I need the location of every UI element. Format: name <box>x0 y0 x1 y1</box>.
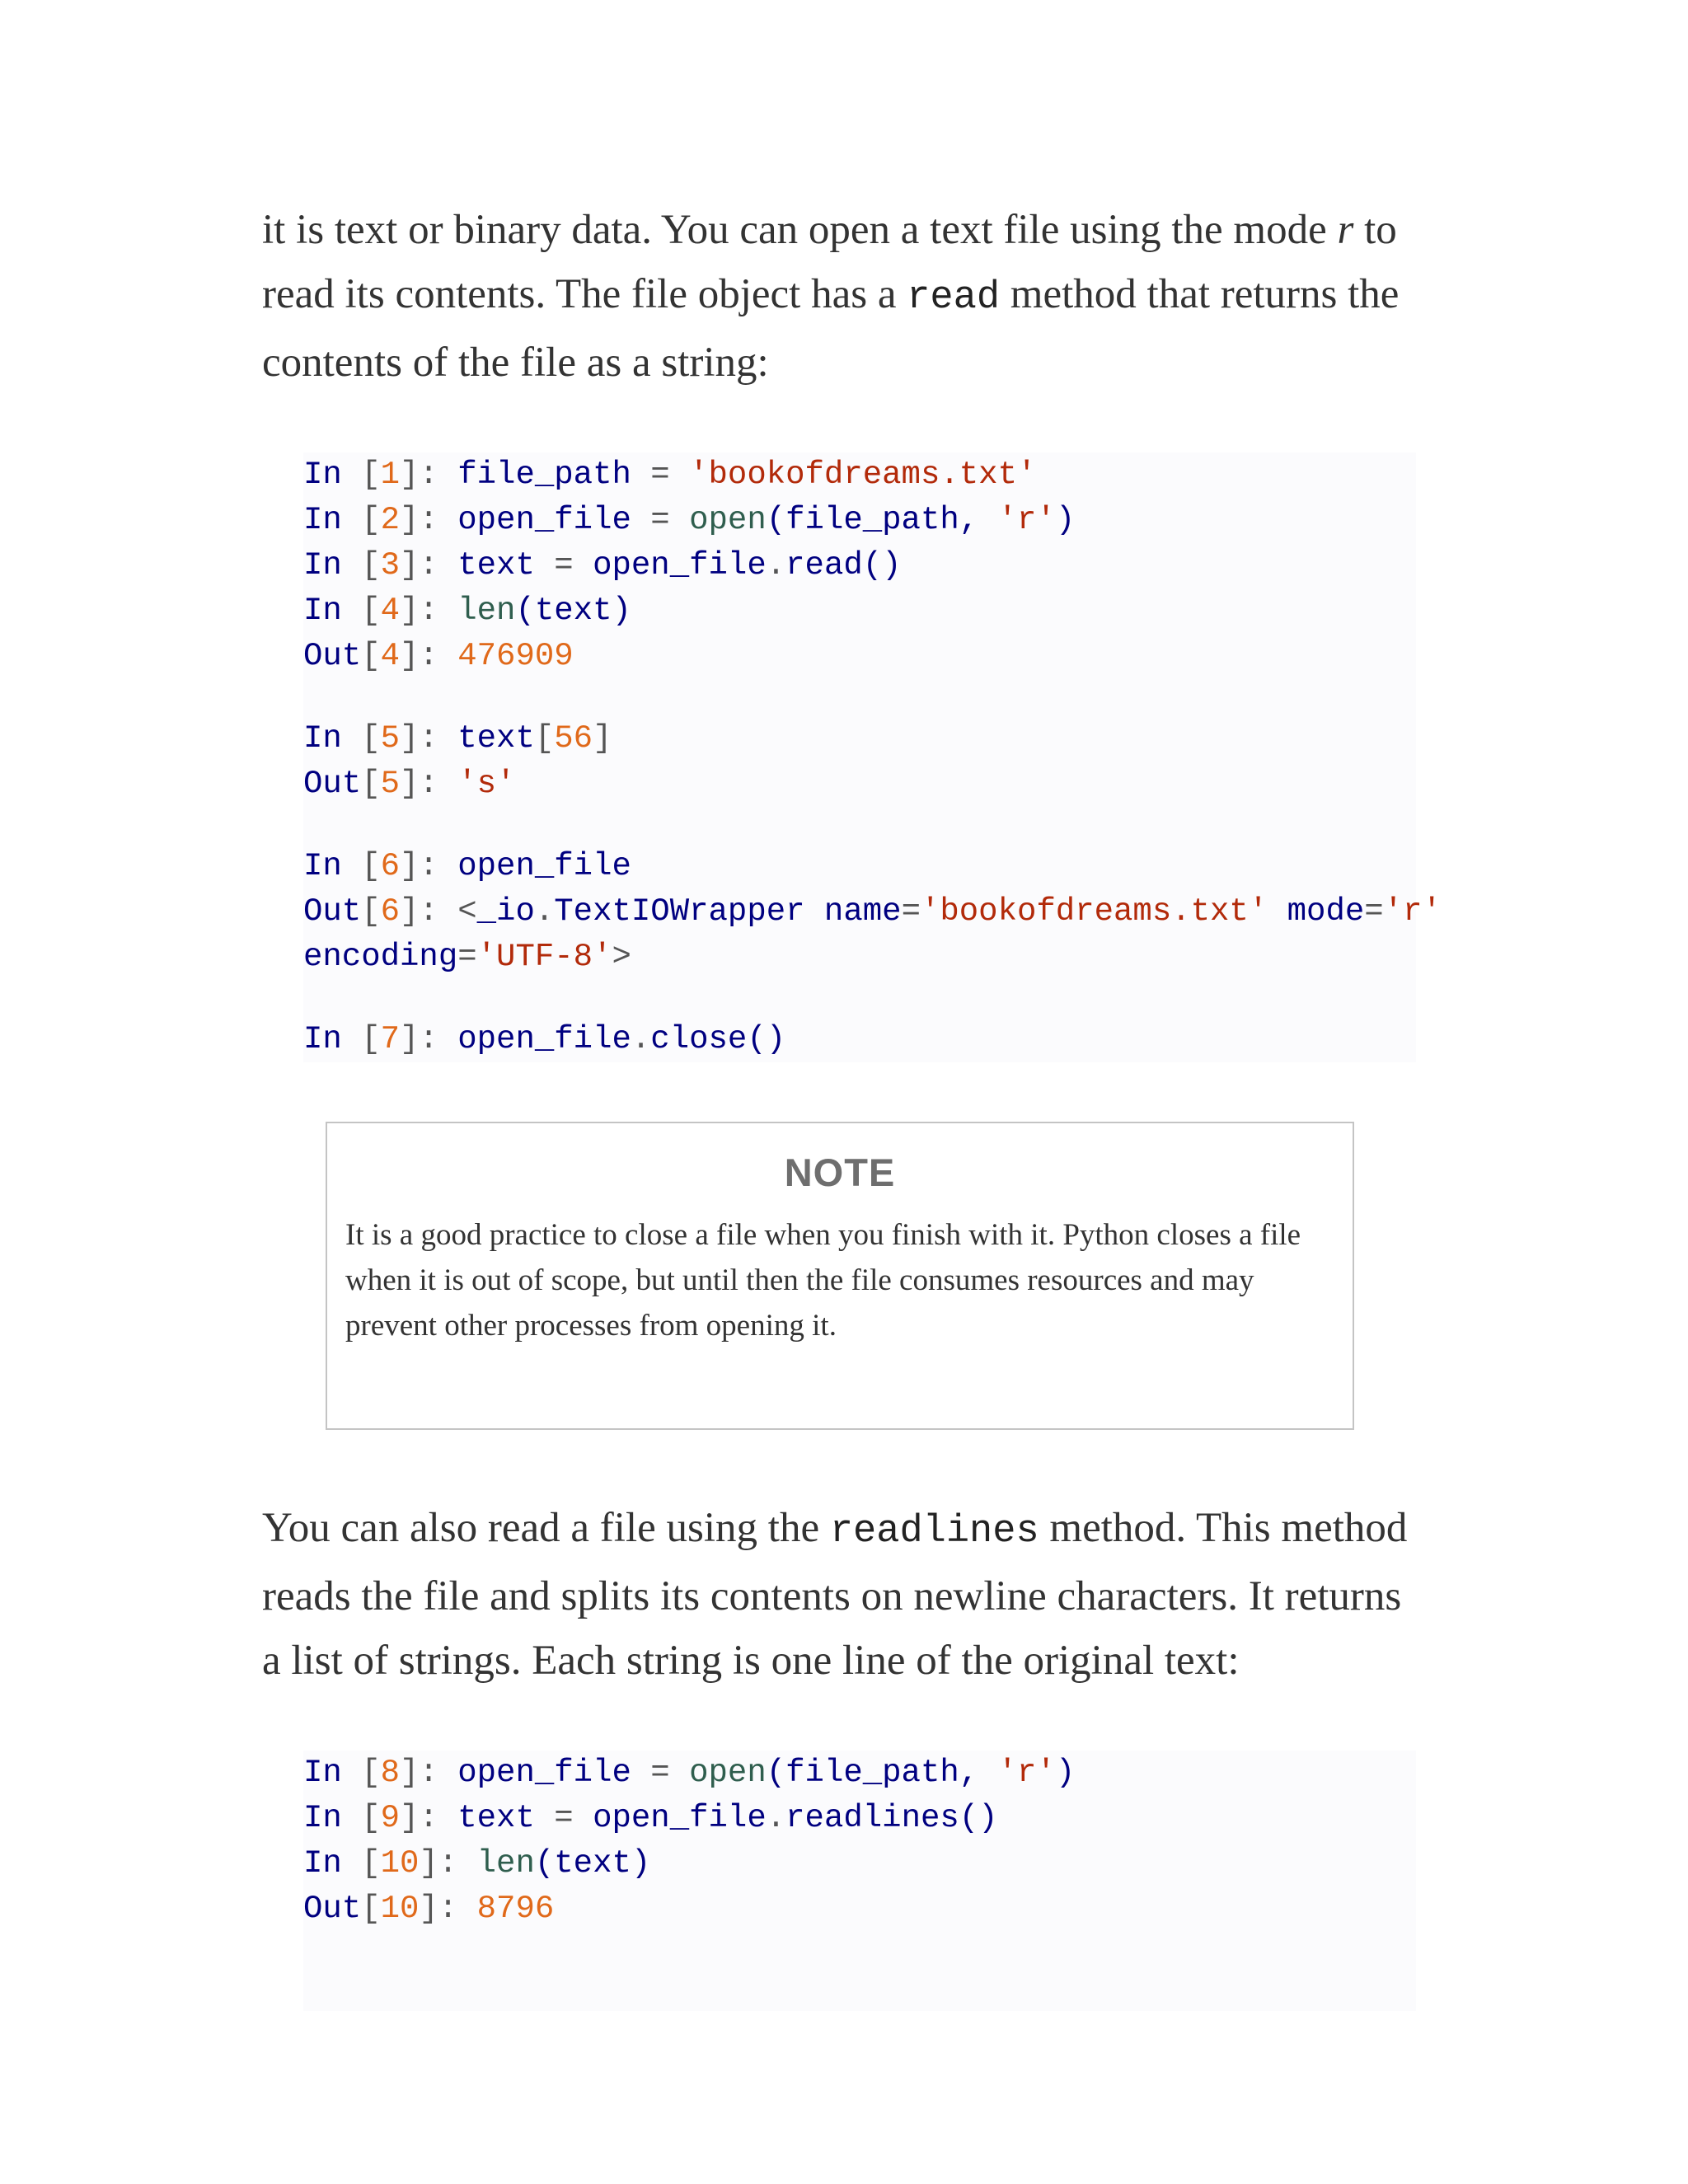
code-operator: . <box>631 1021 651 1057</box>
prompt-suffix: ]: <box>400 593 458 629</box>
code-number: 476909 <box>457 638 574 674</box>
code-plain: (text) <box>515 593 631 629</box>
prompt-suffix: ]: <box>400 766 458 802</box>
code-operator: = <box>534 547 593 583</box>
prompt-in: In <box>303 720 342 757</box>
code-operator: = <box>631 502 690 538</box>
code-plain: () <box>747 1021 786 1057</box>
code-string: 'r' <box>997 502 1056 538</box>
prompt-number: 5 <box>380 720 401 757</box>
prompt-number: 4 <box>380 593 401 629</box>
prompt-number: 10 <box>380 1845 420 1882</box>
code-number: 8796 <box>476 1891 555 1927</box>
code-identifier: open_file <box>457 502 631 538</box>
paragraph-readlines-intro <box>262 1496 1416 1693</box>
prompt-in: In <box>303 848 342 884</box>
code-plain: () <box>959 1800 998 1836</box>
code-line-12: In [8]: open_file = open(file_path, 'r') <box>303 1755 1076 1791</box>
prompt-number: 2 <box>380 502 401 538</box>
code-identifier: _io <box>476 893 535 930</box>
code-plain: [ <box>534 720 555 757</box>
code-operator: = <box>631 457 690 493</box>
code-identifier: encoding <box>303 939 458 975</box>
prompt-out: Out <box>303 1891 362 1927</box>
code-builtin: open <box>689 502 767 538</box>
para2-text-1: You can also read a file using the <box>262 1505 830 1551</box>
prompt-in: In <box>303 1800 342 1836</box>
prompt-suffix: ]: <box>400 547 458 583</box>
prompt-number: 1 <box>380 457 401 493</box>
code-plain: (file_path, <box>766 1755 998 1791</box>
prompt-out: Out <box>303 638 362 674</box>
code-number: 56 <box>554 720 593 757</box>
note-title: NOTE <box>784 1151 896 1194</box>
mode-r: r <box>1337 207 1354 253</box>
paragraph-read-intro <box>262 198 1416 395</box>
code-operator: . <box>766 1800 786 1836</box>
code-line-3: In [3]: text = open_file.read() <box>303 547 902 583</box>
prompt-out: Out <box>303 766 362 802</box>
prompt-in: In <box>303 457 342 493</box>
code-line-7: Out[5]: 's' <box>303 766 516 802</box>
page-content <box>262 198 1442 2011</box>
prompt-suffix: ]: <box>400 457 458 493</box>
code-operator: = <box>631 1755 690 1791</box>
code-plain: () <box>862 547 902 583</box>
code-builtin: len <box>476 1845 535 1882</box>
code-block-readlines <box>303 1750 1416 2011</box>
code-builtin: len <box>457 593 516 629</box>
para2-text-2: method. This method reads the file and splits its contents on newline characters. It returns a list of strings. Each string is one line of the original text: <box>262 1505 1408 1684</box>
prompt-number: 4 <box>380 638 401 674</box>
code-string: 'bookofdreams.txt' <box>920 893 1268 930</box>
code-plain: ] <box>593 720 612 757</box>
code-operator: . <box>534 893 555 930</box>
code-operator: > <box>612 939 631 975</box>
code-string: 'r' <box>997 1755 1056 1791</box>
prompt-number: 3 <box>380 547 401 583</box>
code-line-13: In [9]: text = open_file.readlines() <box>303 1800 998 1836</box>
note-body: It is a good practice to close a file when you finish with it. Python closes a file when it is out of scope, but until then the file consumes resources and may prevent other processes from opening it. <box>345 1218 1301 1343</box>
code-string: 'bookofdreams.txt' <box>689 457 1037 493</box>
code-builtin: open <box>689 1755 767 1791</box>
prompt-in: In <box>303 1845 342 1882</box>
code-operator: = <box>1364 893 1384 930</box>
code-plain: (text) <box>534 1845 651 1882</box>
code-line-14: In [10]: len(text) <box>303 1845 651 1882</box>
prompt-suffix: ]: <box>400 638 458 674</box>
code-line-10 <box>303 935 1416 980</box>
code-identifier: text <box>457 547 535 583</box>
inline-code-readlines: readlines <box>829 1510 1039 1554</box>
para1-text-3: method that returns the contents of the file as a string: <box>262 271 1400 386</box>
prompt-in: In <box>303 502 342 538</box>
code-line-4: In [4]: len(text) <box>303 593 631 629</box>
prompt-number: 9 <box>380 1800 401 1836</box>
code-line-11: In [7]: open_file.close() <box>303 1021 786 1057</box>
note-box <box>326 1122 1354 1430</box>
prompt-number: 6 <box>380 893 401 930</box>
code-identifier: open_file <box>457 848 631 884</box>
prompt-suffix: ]: <box>400 848 458 884</box>
inline-code-read: read <box>907 276 1001 320</box>
prompt-suffix: ]: <box>419 1891 477 1927</box>
code-identifier: text <box>457 1800 535 1836</box>
code-identifier: open_file <box>593 1800 767 1836</box>
prompt-in: In <box>303 1755 342 1791</box>
code-block-read <box>303 452 1442 1062</box>
code-plain: ) <box>1055 502 1076 538</box>
code-line-5: Out[4]: 476909 <box>303 638 574 674</box>
prompt-number: 5 <box>380 766 401 802</box>
code-line-8: In [6]: open_file <box>303 848 631 884</box>
code-operator: . <box>766 547 786 583</box>
prompt-number: 7 <box>380 1021 401 1057</box>
code-operator: = <box>457 939 477 975</box>
prompt-suffix: ]: <box>400 502 458 538</box>
prompt-suffix: ]: <box>400 1755 458 1791</box>
code-identifier: open_file <box>593 547 767 583</box>
prompt-in: In <box>303 1021 342 1057</box>
code-identifier: close <box>650 1021 748 1057</box>
code-string: 'UTF-8' <box>476 939 612 975</box>
code-line-2: In [2]: open_file = open(file_path, 'r') <box>303 502 1076 538</box>
code-identifier: mode <box>1268 893 1365 930</box>
code-identifier: file_path <box>457 457 631 493</box>
prompt-out: Out <box>303 893 362 930</box>
code-string: 's' <box>457 766 516 802</box>
prompt-number: 8 <box>380 1755 401 1791</box>
prompt-suffix: ]: <box>400 720 458 757</box>
code-line-6: In [5]: text[56] <box>303 720 612 757</box>
prompt-in: In <box>303 547 342 583</box>
code-identifier: read <box>785 547 863 583</box>
prompt-suffix: ]: <box>419 1845 477 1882</box>
code-operator: = <box>901 893 921 930</box>
code-plain: ) <box>1055 1755 1076 1791</box>
code-identifier: text <box>457 720 535 757</box>
para1-text-2: to read its contents. The file object has a <box>262 207 1397 317</box>
code-operator: = <box>534 1800 593 1836</box>
code-plain: (file_path, <box>766 502 998 538</box>
code-operator: < <box>457 893 477 930</box>
para1-text-1: it is text or binary data. You can open a text file using the mode <box>262 207 1338 253</box>
code-identifier: readlines <box>785 1800 959 1836</box>
code-line-1: In [1]: file_path = 'bookofdreams.txt' <box>303 457 1037 493</box>
code-identifier: open_file <box>457 1021 631 1057</box>
code-identifier: TextIOWrapper name <box>554 893 902 930</box>
code-line-15: Out[10]: 8796 <box>303 1891 555 1927</box>
prompt-suffix: ]: <box>400 1021 458 1057</box>
prompt-suffix: ]: <box>400 1800 458 1836</box>
code-identifier: open_file <box>457 1755 631 1791</box>
prompt-number: 10 <box>380 1891 420 1927</box>
code-line-9: Out[6]: <_io.TextIOWrapper name='bookofdreams.txt' mode='r' <box>303 893 1442 930</box>
code-string: 'r' <box>1383 893 1442 930</box>
prompt-number: 6 <box>380 848 401 884</box>
prompt-suffix: ]: <box>400 893 458 930</box>
prompt-in: In <box>303 593 342 629</box>
